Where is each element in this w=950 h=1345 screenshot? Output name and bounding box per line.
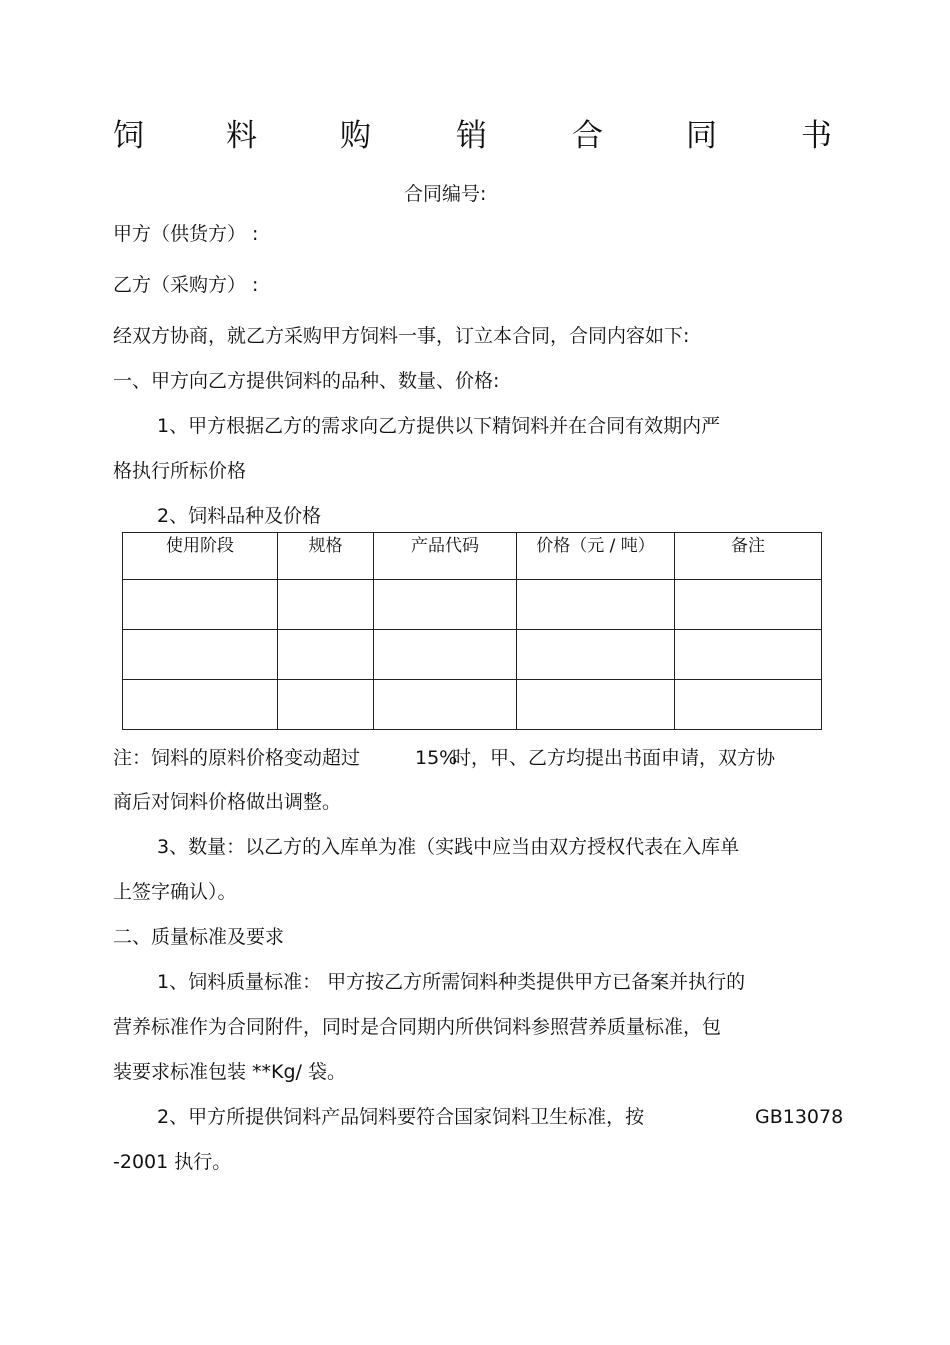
price-note-percent: 15% (415, 747, 458, 769)
feed-price-table (122, 532, 822, 730)
table-cell[interactable] (675, 630, 822, 680)
table-cell[interactable] (278, 680, 374, 730)
table-cell[interactable] (374, 580, 517, 630)
table-row (123, 580, 822, 630)
section-1-item-1-line-2: 格执行所标价格 (113, 460, 247, 482)
column-header-price: 价格（元 / 吨） (517, 533, 675, 580)
section-2-item-2-line-2: -2001 执行。 (113, 1151, 232, 1173)
title-char: 书 (801, 118, 832, 154)
table-cell[interactable] (278, 630, 374, 680)
title-char: 合 (572, 118, 603, 154)
section-1-item-3-line-2: 上签字确认）。 (113, 881, 237, 903)
contract-number-label: 合同编号: (404, 183, 487, 205)
price-note-part-1: 注：饲料的原料价格变动超过 (113, 747, 361, 769)
party-a-label: 甲方（供货方） : (113, 223, 259, 245)
table-cell[interactable] (123, 680, 278, 730)
table-cell[interactable] (374, 630, 517, 680)
title-char: 同 (686, 118, 717, 154)
table-cell[interactable] (374, 680, 517, 730)
gb-standard-code: GB13078 (755, 1106, 844, 1128)
party-b-label: 乙方（采购方） : (113, 274, 259, 296)
section-1-heading: 一、甲方向乙方提供饲料的品种、数量、价格: (113, 370, 500, 392)
table-cell[interactable] (123, 630, 278, 680)
table-header-row (123, 533, 822, 580)
table-cell[interactable] (123, 580, 278, 630)
section-2-heading: 二、质量标准及要求 (113, 926, 285, 948)
table-row (123, 630, 822, 680)
section-2-item-1-line-1: 1、饲料质量标准： 甲方按乙方所需饲料种类提供甲方已备案并执行的 (157, 971, 746, 993)
table-cell[interactable] (517, 580, 675, 630)
price-note-part-2: 时，甲、乙方均提出书面申请，双方协 (452, 747, 776, 769)
section-2-item-2-line-1: 2、甲方所提供饲料产品饲料要符合国家饲料卫生标准，按 (157, 1106, 645, 1128)
title-char: 料 (226, 118, 257, 154)
price-note-line-2: 商后对饲料价格做出调整。 (113, 791, 342, 813)
table-cell[interactable] (517, 680, 675, 730)
intro-paragraph: 经双方协商，就乙方采购甲方饲料一事，订立本合同，合同内容如下: (113, 325, 690, 347)
column-header-remarks: 备注 (675, 533, 822, 580)
section-2-item-1-line-3: 装要求标准包装 **Kg/ 袋。 (113, 1061, 347, 1083)
title-char: 销 (456, 118, 487, 154)
section-1-item-3-line-1: 3、数量：以乙方的入库单为准（实践中应当由双方授权代表在入库单 (157, 836, 740, 858)
title-char: 饲 (113, 118, 144, 154)
table-row (123, 680, 822, 730)
column-header-spec: 规格 (278, 533, 374, 580)
table-cell[interactable] (675, 580, 822, 630)
title-char: 购 (340, 118, 371, 154)
table-cell[interactable] (517, 630, 675, 680)
section-1-item-1-line-1: 1、甲方根据乙方的需求向乙方提供以下精饲料并在合同有效期内严 (157, 415, 721, 437)
column-header-product-code: 产品代码 (374, 533, 517, 580)
table-cell[interactable] (675, 680, 822, 730)
table-cell[interactable] (278, 580, 374, 630)
section-2-item-1-line-2: 营养标准作为合同附件，同时是合同期内所供饲料参照营养质量标准，包 (113, 1016, 722, 1038)
section-1-item-2: 2、饲料品种及价格 (157, 505, 322, 527)
column-header-stage: 使用阶段 (123, 533, 278, 580)
